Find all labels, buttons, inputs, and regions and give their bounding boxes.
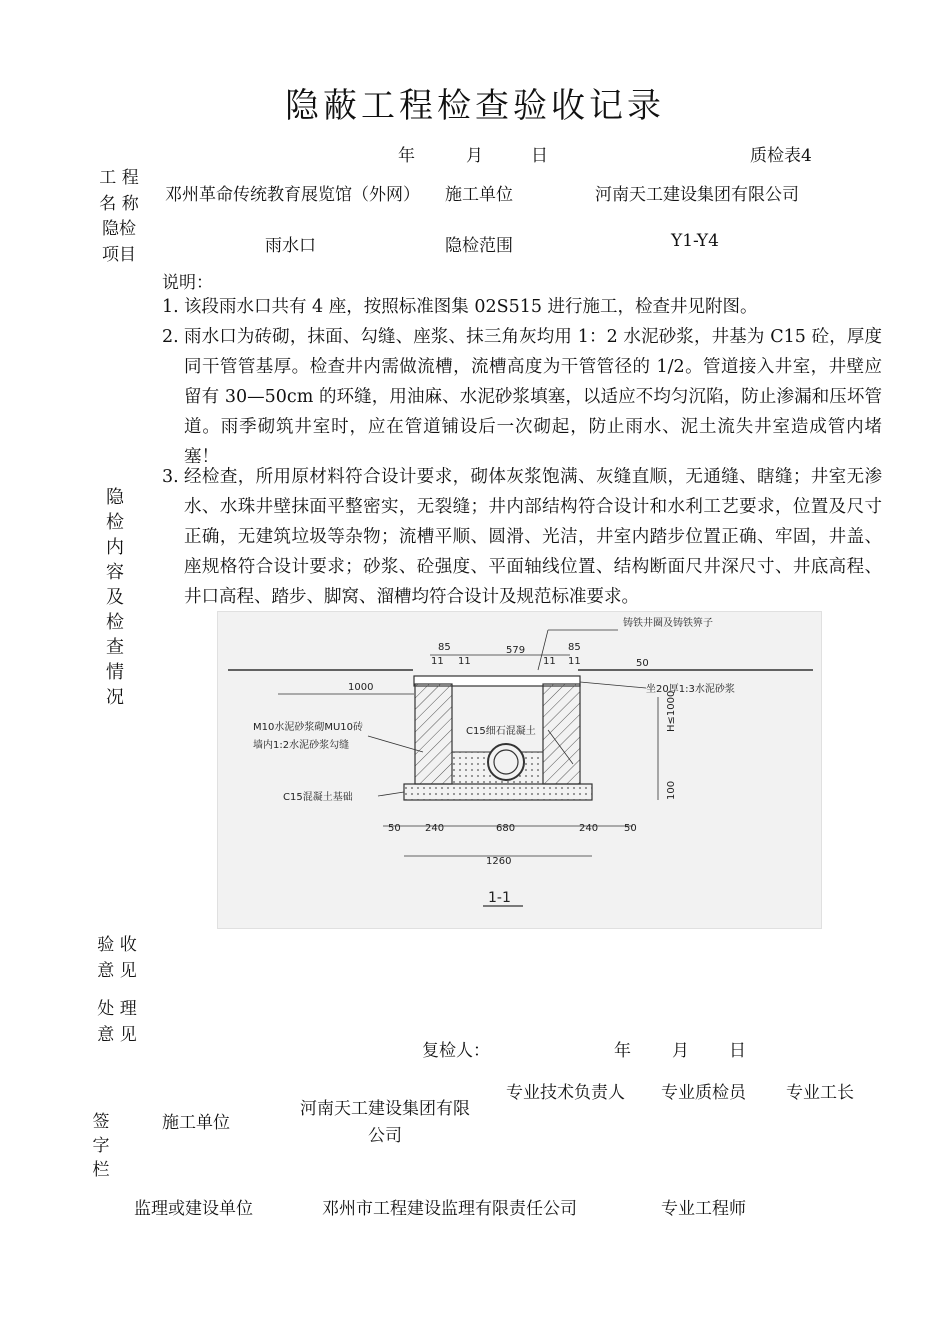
content-side-char: 隐	[106, 487, 124, 508]
content-side-label	[102, 485, 128, 710]
dim-bottom-50-right: 50	[624, 823, 637, 834]
dim-bottom-50-left: 50	[388, 823, 401, 834]
paragraph-text: 雨水口为砖砌，抹面、勾缝、座浆、抹三角灰均用 1：2 水泥砂浆，井基为 C15 砼，厚度同干管管基厚。检查井内需做流槽，流槽高度为干管管径的 1/2。管道接入井室，井壁应留有 30—50cm 的环缝，用油麻、水泥砂浆填塞，以适应不均匀沉陷，防止渗漏和压坏管道。雨季砌筑井室时，应在管道铺设后一次砌起，防止雨水、泥土流失井室造成管内堵塞！	[184, 327, 882, 467]
inspection-item-label-line2: 项目	[102, 245, 136, 265]
handling-label	[94, 996, 140, 1048]
inspection-scope-label: 隐检范围	[445, 236, 513, 256]
content-side-char: 及	[106, 587, 124, 608]
paragraph-text: 经检查，所用原材料符合设计要求，砌体灰浆饱满、灰缝直顺，无通缝、瞎缝；井室无渗水、水珠井壁抹面平整密实，无裂缝；井内部结构符合设计和水利工艺要求，位置及尺寸正确，无建筑垃圾等杂物；流槽平顺、圆滑、光洁，井室内踏步位置正确、牢固，井盖、座规格符合设计要求；砂浆、砼强度、平面轴线位置、结构断面尺井深尺寸、井底高程、井口高程、踏步、脚窝、溜槽均符合设计及规范标准要求。	[184, 467, 882, 607]
sig-builder-name	[290, 1096, 480, 1150]
sig-builder-label: 施工单位	[162, 1113, 230, 1133]
form-number: 质检表4	[750, 146, 812, 166]
inspection-item: 雨水口	[265, 236, 316, 256]
content-side-char: 容	[106, 562, 124, 583]
paragraph-number: 1.	[162, 297, 179, 317]
pipe-inner	[494, 750, 518, 774]
signature-side-char: 栏	[92, 1160, 110, 1180]
sig-qc: 专业质检员	[661, 1083, 746, 1103]
builder-name: 河南天工建设集团有限公司	[595, 185, 799, 205]
content-paragraph-2	[162, 322, 882, 472]
sig-engineer: 专业工程师	[661, 1199, 746, 1219]
dim-total-1260: 1260	[486, 856, 512, 867]
project-name-label-line2: 名 称	[99, 194, 139, 214]
handling-label-line2: 意 见	[97, 1025, 137, 1045]
recheck-month: 月	[672, 1041, 689, 1061]
inner-concrete-label: C15细石混凝土	[466, 726, 536, 737]
sig-supervisor-label: 监理或建设单位	[134, 1199, 253, 1219]
signature-side-char: 字	[92, 1136, 110, 1156]
mortar-label: 坐20厚1:3水泥砂浆	[646, 684, 735, 695]
acceptance-label-line2: 意 见	[97, 961, 137, 981]
sig-supervisor-name: 邓州市工程建设监理有限责任公司	[322, 1199, 577, 1219]
inspection-item-label	[96, 216, 142, 268]
recheck-year: 年	[614, 1041, 631, 1061]
date-year: 年	[398, 146, 415, 166]
project-name: 邓州革命传统教育展览馆（外网）	[165, 185, 420, 205]
dim-bottom-240-right: 240	[579, 823, 599, 834]
handling-label-line1: 处 理	[97, 999, 137, 1019]
recheck-day: 日	[729, 1041, 746, 1061]
sig-tech-lead: 专业技术负责人	[506, 1083, 625, 1103]
content-side-char: 检	[106, 612, 124, 633]
dim-bottom-240-left: 240	[425, 823, 445, 834]
base-label-leader	[378, 792, 404, 796]
content-paragraph-1	[162, 292, 882, 322]
content-side-char: 情	[106, 662, 124, 683]
paragraph-number: 3.	[162, 467, 179, 487]
dim-1000: 1000	[348, 682, 374, 693]
wall-label-1: M10水泥砂浆砌MU10砖	[253, 722, 364, 733]
paragraph-number: 2.	[162, 327, 179, 347]
project-name-label-line1: 工 程	[99, 168, 139, 188]
dim-85-left: 85	[438, 642, 451, 653]
concrete-base	[404, 784, 592, 800]
dim-50-top: 50	[636, 658, 649, 669]
dim-579: 579	[506, 645, 526, 656]
dim-100: 100	[666, 780, 677, 800]
sig-builder-name-line2: 公司	[368, 1126, 402, 1146]
inspection-item-label-line1: 隐检	[102, 219, 136, 239]
signature-side-char: 签	[92, 1112, 110, 1132]
acceptance-label-line1: 验 收	[97, 935, 137, 955]
dim-bottom-680: 680	[496, 823, 516, 834]
dim-11-a: 11	[431, 656, 444, 667]
inlet-section-svg	[218, 612, 821, 928]
height-label: H≤1000	[666, 690, 677, 732]
content-side-char: 内	[106, 537, 124, 558]
builder-label: 施工单位	[445, 185, 513, 205]
sig-builder-name-line1: 河南天工建设集团有限	[300, 1099, 470, 1119]
dim-11-d: 11	[568, 656, 581, 667]
right-brick-wall	[543, 684, 580, 784]
mortar-label-leader	[580, 682, 646, 688]
dim-85-right: 85	[568, 642, 581, 653]
section-label: 1-1	[488, 890, 511, 906]
base-label: C15混凝土基础	[283, 792, 353, 803]
signature-side-label	[88, 1110, 114, 1182]
acceptance-label	[94, 932, 140, 984]
content-side-char: 检	[106, 512, 124, 533]
content-paragraph-3	[162, 462, 882, 612]
date-day: 日	[531, 146, 548, 166]
date-month: 月	[466, 146, 483, 166]
paragraph-text: 该段雨水口共有 4 座，按照标准图集 02S515 进行施工，检查井见附图。	[184, 297, 758, 317]
rechecker-label: 复检人：	[422, 1041, 490, 1061]
dim-11-c: 11	[543, 656, 556, 667]
wall-label-2: 墙内1:2水泥砂浆勾缝	[253, 740, 350, 751]
content-side-char: 查	[106, 637, 124, 658]
top-label: 铸铁井圈及铸铁箅子	[623, 618, 713, 629]
left-brick-wall	[415, 684, 452, 784]
dim-11-b: 11	[458, 656, 471, 667]
project-name-label	[96, 165, 142, 217]
sig-foreman: 专业工长	[786, 1083, 854, 1103]
content-intro: 说明：	[162, 273, 213, 293]
content-side-char: 况	[106, 687, 124, 708]
page-title: 隐蔽工程检查验收记录	[285, 86, 665, 126]
inlet-section-drawing	[217, 611, 822, 929]
inspection-scope: Y1-Y4	[671, 231, 719, 251]
